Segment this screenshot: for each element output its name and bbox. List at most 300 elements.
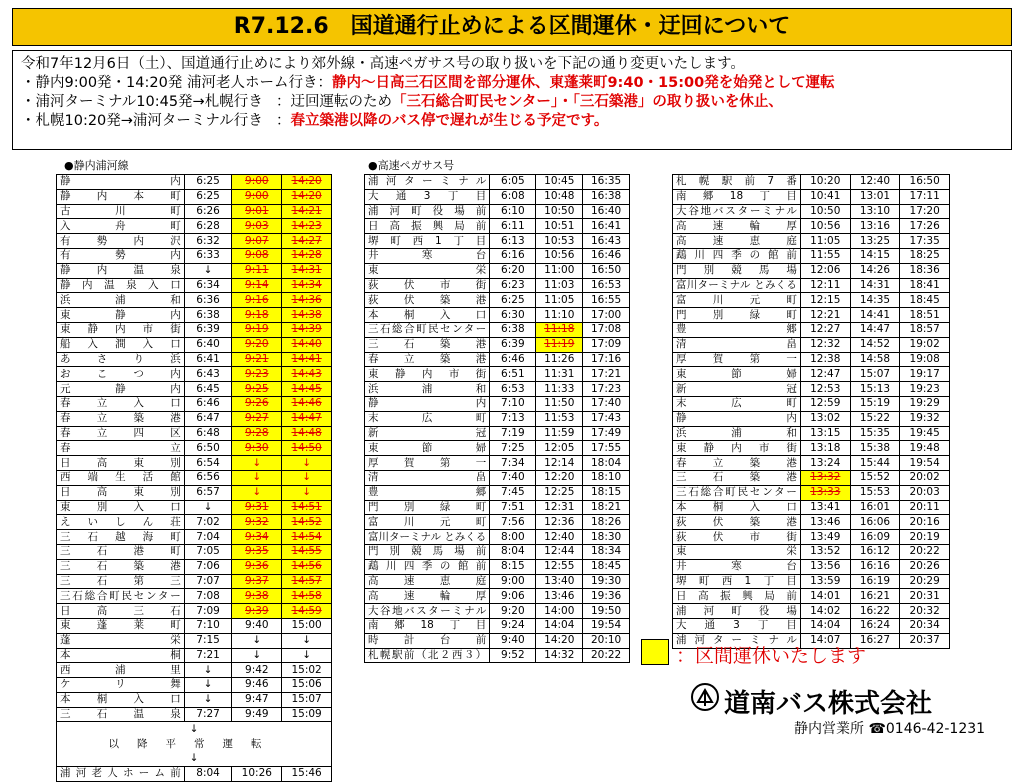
time-cell: 14:34: [282, 278, 332, 293]
time-cell: 12:05: [536, 441, 583, 456]
time-cell: 13:52: [800, 544, 850, 559]
timetable-pegasus-to-urakawa: [672, 174, 950, 649]
time-cell: 17:26: [900, 219, 950, 234]
time-cell: 6:08: [490, 189, 536, 204]
time-cell: 16:40: [583, 204, 630, 219]
time-cell: 9:40: [490, 633, 536, 648]
time-cell: 7:45: [490, 485, 536, 500]
stop-name: 荻伏築港: [673, 515, 801, 530]
time-cell: 9:00: [232, 175, 282, 190]
time-cell: 9:20: [232, 337, 282, 352]
table-row: [57, 530, 332, 545]
time-cell: 14:47: [282, 411, 332, 426]
time-cell: 12:38: [800, 352, 850, 367]
time-cell: 9:27: [232, 411, 282, 426]
table-row: [57, 175, 332, 190]
time-cell: 6:25: [184, 175, 232, 190]
stop-name: えいしん荘: [57, 515, 185, 530]
time-cell: 13:46: [536, 589, 583, 604]
notice-line-3: [21, 93, 1003, 112]
time-cell: 9:11: [232, 263, 282, 278]
time-cell: 13:59: [800, 574, 850, 589]
stop-name: 浦河ターミナル: [365, 175, 490, 190]
time-cell: 12:06: [800, 263, 850, 278]
time-cell: 7:27: [184, 707, 232, 722]
time-cell: 14:07: [800, 633, 850, 648]
table-row: [365, 204, 630, 219]
time-cell: 14:50: [282, 441, 332, 456]
time-cell: 16:43: [583, 234, 630, 249]
time-cell: 15:46: [282, 766, 332, 781]
time-cell: 6:46: [490, 352, 536, 367]
time-cell: 14:57: [282, 574, 332, 589]
stop-name: 浜浦和: [57, 293, 185, 308]
stop-name: 静内温泉入口: [57, 278, 185, 293]
time-cell: 7:05: [184, 544, 232, 559]
stop-name: 三石総合町民センター: [365, 322, 490, 337]
time-cell: 15:07: [282, 692, 332, 707]
time-cell: 13:24: [800, 456, 850, 471]
stop-name: 日高三石: [57, 604, 185, 619]
table-row: [57, 678, 332, 693]
stop-name: 井寒台: [673, 559, 801, 574]
time-cell: 17:09: [583, 337, 630, 352]
time-cell: ↓: [282, 456, 332, 471]
time-cell: 12:31: [536, 500, 583, 515]
stop-name: 三石総合町民センター: [673, 485, 801, 500]
stop-name: 静内: [673, 411, 801, 426]
time-cell: 14:15: [850, 248, 900, 263]
time-cell: 14:52: [850, 337, 900, 352]
stop-name: 富川ターミナル とみくる: [365, 530, 490, 545]
time-cell: 7:25: [490, 441, 536, 456]
table-row: [673, 352, 950, 367]
time-cell: 10:50: [800, 204, 850, 219]
time-cell: 16:12: [850, 544, 900, 559]
table-row: [673, 396, 950, 411]
time-cell: 19:32: [900, 411, 950, 426]
time-cell: 16:46: [583, 248, 630, 263]
time-cell: 18:45: [900, 293, 950, 308]
table-row: [673, 559, 950, 574]
time-cell: 7:10: [184, 618, 232, 633]
arrow-row: [57, 722, 332, 737]
regular-service-row-cell: 以降平常運転: [57, 737, 332, 752]
table-row: [673, 382, 950, 397]
stop-name: 三石築港: [673, 470, 801, 485]
stop-name: 大谷地バスターミナル: [365, 604, 490, 619]
time-cell: ↓: [232, 456, 282, 471]
time-cell: 13:49: [800, 530, 850, 545]
stop-name: 荻伏築港: [365, 293, 490, 308]
time-cell: 16:38: [583, 189, 630, 204]
stop-name: 東節婦: [673, 367, 801, 382]
table-row: [673, 470, 950, 485]
time-cell: 14:58: [282, 589, 332, 604]
time-cell: 10:56: [800, 219, 850, 234]
time-cell: 11:53: [536, 411, 583, 426]
time-cell: 7:09: [184, 604, 232, 619]
notice-route-sapporo: ・札幌10:20発→浦河ターミナル行き: [21, 113, 263, 129]
time-cell: 7:51: [490, 500, 536, 515]
time-cell: 16:22: [850, 604, 900, 619]
time-cell: 13:16: [850, 219, 900, 234]
table-row: [57, 219, 332, 234]
notice-detour: 迂回運転のため: [290, 94, 392, 110]
time-cell: 10:20: [800, 175, 850, 190]
table-row: [365, 589, 630, 604]
stop-name: 新冠: [365, 426, 490, 441]
stop-name: 静内本町: [57, 189, 185, 204]
time-cell: 10:56: [536, 248, 583, 263]
time-cell: 8:04: [490, 544, 536, 559]
table-row: [365, 278, 630, 293]
stop-name: 西浦里: [57, 663, 185, 678]
time-cell: 16:24: [850, 618, 900, 633]
time-cell: 6:36: [184, 293, 232, 308]
stop-name: 東静内市街: [673, 441, 801, 456]
stop-name: 有勢内: [57, 248, 185, 263]
table-row: [365, 293, 630, 308]
time-cell: 19:29: [900, 396, 950, 411]
table-row: [57, 263, 332, 278]
stop-name: 荻伏市街: [673, 530, 801, 545]
time-cell: 7:34: [490, 456, 536, 471]
table-row: [57, 248, 332, 263]
stop-name: 東蓬莱町: [57, 618, 185, 633]
time-cell: 20:31: [900, 589, 950, 604]
table-row: [365, 426, 630, 441]
stop-name: 日高東別: [57, 485, 185, 500]
stop-name: 東静内: [57, 308, 185, 323]
time-cell: 11:03: [536, 278, 583, 293]
time-cell: ↓: [232, 633, 282, 648]
table-row: [365, 648, 630, 663]
page-title: R7.12.6 国道通行止めによる区間運休・迂回について: [12, 8, 1012, 46]
time-cell: 17:49: [583, 426, 630, 441]
time-cell: 16:50: [583, 263, 630, 278]
table-row: [365, 352, 630, 367]
table-row: [365, 248, 630, 263]
time-cell: 9:00: [232, 189, 282, 204]
table-row: [57, 367, 332, 382]
table-row: [365, 219, 630, 234]
time-cell: 16:09: [850, 530, 900, 545]
table-row: [365, 189, 630, 204]
stop-name: 門別競馬場: [673, 263, 801, 278]
stop-name: 高速恵庭: [365, 574, 490, 589]
table-row: [673, 515, 950, 530]
table-row: [57, 204, 332, 219]
time-cell: 10:41: [800, 189, 850, 204]
section-title-shizunai: ●静内浦河線: [64, 159, 129, 172]
time-cell: 14:46: [282, 396, 332, 411]
table-row: [673, 322, 950, 337]
time-cell: 15:00: [282, 618, 332, 633]
time-cell: 9:49: [232, 707, 282, 722]
time-cell: 7:08: [184, 589, 232, 604]
time-cell: 7:02: [184, 515, 232, 530]
stop-name: 堺町西1丁目: [365, 234, 490, 249]
stop-name: 大通3丁目: [365, 189, 490, 204]
table-row: [57, 648, 332, 663]
stop-name: 札幌駅前7番: [673, 175, 801, 190]
table-row: [673, 219, 950, 234]
time-cell: 9:28: [232, 426, 282, 441]
time-cell: 19:08: [900, 352, 950, 367]
time-cell: 12:32: [800, 337, 850, 352]
time-cell: 9:00: [490, 574, 536, 589]
time-cell: 10:51: [536, 219, 583, 234]
table-row: [673, 530, 950, 545]
time-cell: 20:16: [900, 515, 950, 530]
time-cell: 15:07: [850, 367, 900, 382]
time-cell: 12:15: [800, 293, 850, 308]
time-cell: 7:40: [490, 470, 536, 485]
time-cell: 10:50: [536, 204, 583, 219]
stop-name: 有勢内沢: [57, 234, 185, 249]
time-cell: 17:00: [583, 308, 630, 323]
time-cell: 6:53: [490, 382, 536, 397]
time-cell: 12:25: [536, 485, 583, 500]
stop-name: 浦河老人ホーム前: [57, 766, 185, 781]
stop-name: 時計台前: [365, 633, 490, 648]
table-row: [365, 411, 630, 426]
time-cell: 12:27: [800, 322, 850, 337]
time-cell: 9:32: [232, 515, 282, 530]
table-row: [57, 382, 332, 397]
time-cell: 11:33: [536, 382, 583, 397]
time-cell: 9:01: [232, 204, 282, 219]
table-row: [365, 633, 630, 648]
stop-name: 本桐入口: [673, 500, 801, 515]
time-cell: 14:20: [282, 189, 332, 204]
stop-name: 西端生活館: [57, 470, 185, 485]
time-cell: 16:27: [850, 633, 900, 648]
time-cell: 14:43: [282, 367, 332, 382]
time-cell: 19:02: [900, 337, 950, 352]
stop-name: 本桐: [57, 648, 185, 663]
time-cell: 9:26: [232, 396, 282, 411]
table-row: [673, 485, 950, 500]
time-cell: 18:04: [583, 456, 630, 471]
time-cell: 14:04: [800, 618, 850, 633]
table-row: [365, 396, 630, 411]
notice-shizunai-detail: 静内～日高三石区間を部分運休、東蓬莱町9:40・15:00発を始発として運転: [331, 75, 835, 91]
stop-name: 春立入口: [57, 396, 185, 411]
legend-label: ：区間運休いたします: [676, 645, 867, 667]
table-row: [57, 766, 332, 781]
stop-name: 鵡川四季の館前: [673, 248, 801, 263]
time-cell: 11:50: [536, 396, 583, 411]
table-row: [673, 234, 950, 249]
time-cell: 16:55: [583, 293, 630, 308]
time-cell: 11:26: [536, 352, 583, 367]
time-cell: 18:41: [900, 278, 950, 293]
stop-name: 東別入口: [57, 500, 185, 515]
stop-name: 東静内市街: [57, 322, 185, 337]
time-cell: 12:40: [850, 175, 900, 190]
time-cell: 17:35: [900, 234, 950, 249]
table-row: [57, 293, 332, 308]
stop-name: おこつ内: [57, 367, 185, 382]
stop-name: 荻伏市街: [365, 278, 490, 293]
time-cell: ↓: [184, 263, 232, 278]
time-cell: 13:32: [800, 470, 850, 485]
time-cell: 20:34: [900, 618, 950, 633]
legend-swatch: [641, 639, 669, 665]
table-row: [673, 456, 950, 471]
stop-name: 春立築港: [365, 352, 490, 367]
time-cell: 16:16: [850, 559, 900, 574]
time-cell: 11:59: [536, 426, 583, 441]
stop-name: 高速恵庭: [673, 234, 801, 249]
time-cell: 17:20: [900, 204, 950, 219]
time-cell: ↓: [282, 485, 332, 500]
time-cell: 6:39: [490, 337, 536, 352]
time-cell: 9:03: [232, 219, 282, 234]
notice-line-1: 令和7年12月6日（土）、国道通行止めにより郊外線・高速ペガサス号の取り扱いを下記の通り変更いたします。: [21, 56, 745, 72]
time-cell: 16:35: [583, 175, 630, 190]
time-cell: 12:55: [536, 559, 583, 574]
time-cell: 14:48: [282, 426, 332, 441]
notice-detour-detail: 「三石総合町民センター」・「三石築港」の取り扱いを休止、: [392, 94, 783, 110]
time-cell: 12:59: [800, 396, 850, 411]
table-row: [57, 500, 332, 515]
time-cell: 9:06: [490, 589, 536, 604]
time-cell: 6:34: [184, 278, 232, 293]
table-row: [57, 352, 332, 367]
time-cell: 6:50: [184, 441, 232, 456]
time-cell: ↓: [232, 485, 282, 500]
table-row: [57, 337, 332, 352]
time-cell: 9:36: [232, 559, 282, 574]
table-row: [673, 293, 950, 308]
stop-name: 厚賀第一: [365, 456, 490, 471]
time-cell: ↓: [184, 692, 232, 707]
time-cell: 6:45: [184, 382, 232, 397]
stop-name: 船入澗入口: [57, 337, 185, 352]
notice-line-2: [21, 74, 1003, 93]
time-cell: 9:30: [232, 441, 282, 456]
time-cell: 11:10: [536, 308, 583, 323]
stop-name: 門別緑町: [673, 308, 801, 323]
time-cell: 12:21: [800, 308, 850, 323]
time-cell: 8:15: [490, 559, 536, 574]
time-cell: 7:13: [490, 411, 536, 426]
time-cell: 13:46: [800, 515, 850, 530]
time-cell: 6:51: [490, 367, 536, 382]
time-cell: 18:25: [900, 248, 950, 263]
table-row: [365, 574, 630, 589]
time-cell: 12:20: [536, 470, 583, 485]
time-cell: 11:18: [536, 322, 583, 337]
timetable-pegasus-to-sapporo: [364, 174, 630, 663]
time-cell: 14:01: [800, 589, 850, 604]
time-cell: 14:38: [282, 308, 332, 323]
time-cell: 6:32: [184, 234, 232, 249]
table-row: [673, 278, 950, 293]
time-cell: 6:25: [490, 293, 536, 308]
time-cell: 9:52: [490, 648, 536, 663]
time-cell: 19:17: [900, 367, 950, 382]
time-cell: 12:44: [536, 544, 583, 559]
stop-name: 井寒台: [365, 248, 490, 263]
table-row: [673, 411, 950, 426]
time-cell: 11:55: [800, 248, 850, 263]
table-row: [365, 485, 630, 500]
stop-name: 豊郷: [365, 485, 490, 500]
table-row: [673, 574, 950, 589]
time-cell: 14:02: [800, 604, 850, 619]
stop-name: 富川元町: [365, 515, 490, 530]
table-row: [673, 204, 950, 219]
time-cell: 13:56: [800, 559, 850, 574]
stop-name: 三石第三: [57, 574, 185, 589]
stop-name: 浦河ターミナル: [673, 633, 801, 648]
table-row: [57, 574, 332, 589]
time-cell: 6:43: [184, 367, 232, 382]
time-cell: 10:48: [536, 189, 583, 204]
time-cell: 6:25: [184, 189, 232, 204]
time-cell: 18:10: [583, 470, 630, 485]
table-row: [57, 515, 332, 530]
stop-name: 日高振興局前: [673, 589, 801, 604]
time-cell: 9:18: [232, 308, 282, 323]
time-cell: 9:23: [232, 367, 282, 382]
table-row: [365, 441, 630, 456]
time-cell: 14:36: [282, 293, 332, 308]
stop-name: 三石温泉: [57, 707, 185, 722]
time-cell: 14:31: [850, 278, 900, 293]
time-cell: 9:35: [232, 544, 282, 559]
time-cell: 6:30: [490, 308, 536, 323]
time-cell: 11:05: [800, 234, 850, 249]
stop-name: 浦河町役場: [673, 604, 801, 619]
time-cell: ↓: [184, 663, 232, 678]
time-cell: 19:48: [900, 441, 950, 456]
time-cell: 13:40: [536, 574, 583, 589]
table-row: [57, 441, 332, 456]
table-row: [365, 382, 630, 397]
time-cell: 7:19: [490, 426, 536, 441]
time-cell: 19:54: [583, 618, 630, 633]
stop-name: 春立四区: [57, 426, 185, 441]
table-row: [673, 189, 950, 204]
time-cell: 13:10: [850, 204, 900, 219]
time-cell: 14:21: [282, 204, 332, 219]
time-cell: ↓: [282, 633, 332, 648]
time-cell: 15:53: [850, 485, 900, 500]
time-cell: 12:47: [800, 367, 850, 382]
time-cell: 9:37: [232, 574, 282, 589]
table-row: [57, 589, 332, 604]
time-cell: 6:33: [184, 248, 232, 263]
time-cell: 11:00: [536, 263, 583, 278]
time-cell: 14:20: [536, 633, 583, 648]
table-row: [57, 633, 332, 648]
time-cell: 6:39: [184, 322, 232, 337]
time-cell: 20:03: [900, 485, 950, 500]
table-row: [673, 263, 950, 278]
time-cell: 13:25: [850, 234, 900, 249]
time-cell: 15:38: [850, 441, 900, 456]
time-cell: 10:45: [536, 175, 583, 190]
time-cell: 19:50: [583, 604, 630, 619]
time-cell: 15:22: [850, 411, 900, 426]
time-cell: 6:28: [184, 219, 232, 234]
time-cell: 14:55: [282, 544, 332, 559]
